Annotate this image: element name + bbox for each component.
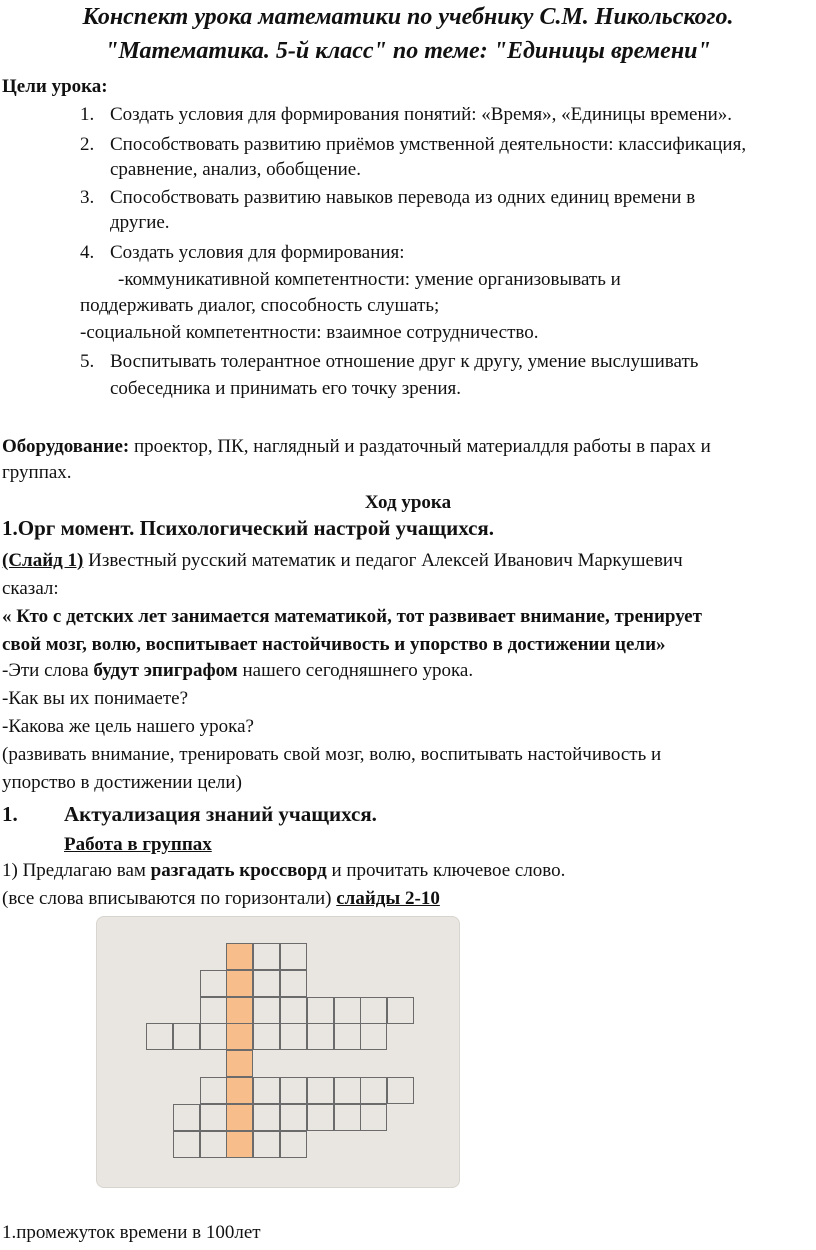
document-title-line-1: Конспект урока математики по учебнику С.М. Никольского.	[82, 4, 734, 30]
crossword-cell[interactable]	[280, 1077, 307, 1104]
goal-item-4	[80, 242, 405, 264]
crossword-question-1: 1.промежуток времени в 100лет	[2, 1222, 261, 1243]
note-text: (все слова вписываются по горизонтали)	[2, 888, 337, 909]
answer-line-2: упорство в достижении цели)	[2, 772, 242, 793]
document-title-line-2: "Математика. 5-й класс" по теме: "Единицы времени"	[105, 38, 711, 64]
goal-text-continued: -коммуникативной компетентности: умение организовывать и	[118, 269, 621, 290]
crossword-cell[interactable]	[307, 1104, 334, 1131]
section-2-heading	[2, 802, 377, 827]
crossword-cell[interactable]	[200, 1104, 227, 1131]
crossword-cell[interactable]	[200, 970, 227, 997]
slide-reference: (Слайд 1)	[2, 550, 84, 571]
goal-text: Способствовать развитию приёмов умственной деятельности: классификация,	[110, 134, 747, 155]
epigraph-text: -Эти слова	[2, 660, 94, 681]
equipment-label: Оборудование:	[2, 436, 130, 457]
crossword-key-cell[interactable]	[226, 1050, 253, 1077]
goal-text-continued: сравнение, анализ, обобщение.	[110, 159, 361, 180]
goal-text-continued: собеседника и принимать его точку зрения.	[110, 378, 461, 399]
quote-line-1: « Кто с детских лет занимается математикой, тот развивает внимание, тренирует	[2, 606, 702, 627]
goal-item-1	[80, 104, 732, 126]
epigraph-text: нашего сегодняшнего урока.	[237, 660, 474, 681]
crossword-cell[interactable]	[173, 1023, 200, 1050]
intro-text: Известный русский математик и педагог Алексей Иванович Маркушевич	[83, 550, 683, 571]
crossword-cell[interactable]	[253, 970, 280, 997]
crossword-key-cell[interactable]	[226, 1104, 253, 1131]
crossword-key-cell[interactable]	[226, 943, 253, 970]
question-2: -Какова же цель нашего урока?	[2, 716, 254, 737]
section-2-title: Актуализация знаний учащихся.	[64, 802, 377, 826]
goal-text-continued: -социальной компетентности: взаимное сотрудничество.	[80, 322, 539, 343]
crossword-cell[interactable]	[360, 1104, 387, 1131]
crossword-cell[interactable]	[307, 1077, 334, 1104]
crossword-key-cell[interactable]	[226, 970, 253, 997]
crossword-key-cell[interactable]	[226, 1077, 253, 1104]
crossword-cell[interactable]	[387, 997, 414, 1024]
epigraph-emphasis: будут эпиграфом	[93, 660, 238, 681]
goal-number: 5.	[80, 351, 95, 372]
crossword-cell[interactable]	[280, 1131, 307, 1158]
crossword-task	[2, 860, 565, 882]
lesson-heading: Ход урока	[364, 492, 452, 513]
goals-heading: Цели урока:	[2, 76, 108, 97]
goal-text: Способствовать развитию навыков перевода из одних единиц времени в	[110, 187, 696, 208]
crossword-cell[interactable]	[334, 1104, 361, 1131]
crossword-cell[interactable]	[360, 1023, 387, 1050]
crossword-cell[interactable]	[280, 997, 307, 1024]
crossword-cell[interactable]	[173, 1131, 200, 1158]
goal-text-continued: поддерживать диалог, способность слушать;	[80, 295, 440, 316]
task-text: и прочитать ключевое слово.	[326, 860, 566, 881]
equipment-line-1	[2, 436, 711, 458]
epigraph-line	[2, 660, 473, 682]
goal-text-continued: другие.	[110, 212, 170, 233]
goal-number: 1.	[80, 104, 95, 125]
crossword-cell[interactable]	[253, 997, 280, 1024]
goal-item-3	[80, 187, 695, 209]
crossword-cell[interactable]	[253, 1104, 280, 1131]
crossword-cell[interactable]	[253, 1023, 280, 1050]
crossword-cell[interactable]	[200, 1077, 227, 1104]
goal-text: Создать условия для формирования:	[110, 242, 405, 263]
goal-number: 3.	[80, 187, 95, 208]
equipment-text: проектор, ПК, наглядный и раздаточный материалдля работы в парах и	[129, 436, 711, 457]
quote-line-2: свой мозг, волю, воспитывает настойчивость и упорство в достижении цели»	[2, 634, 666, 655]
goal-text: Создать условия для формирования понятий: «Время», «Единицы времени».	[110, 104, 733, 125]
group-work-heading: Работа в группах	[64, 834, 212, 855]
crossword-cell[interactable]	[334, 1023, 361, 1050]
goal-item-5	[80, 351, 698, 373]
crossword-key-cell[interactable]	[226, 1023, 253, 1050]
crossword-cell[interactable]	[173, 1104, 200, 1131]
task-text: 1) Предлагаю вам	[2, 860, 151, 881]
equipment-line-2: группах.	[2, 462, 72, 483]
crossword-cell[interactable]	[307, 1023, 334, 1050]
crossword-key-cell[interactable]	[226, 1131, 253, 1158]
crossword-cell[interactable]	[200, 997, 227, 1024]
intro-text-continued: сказал:	[2, 578, 59, 599]
section-1-intro	[2, 550, 683, 572]
slides-reference: слайды 2-10	[336, 888, 440, 909]
crossword-cell[interactable]	[200, 1023, 227, 1050]
goal-text: Воспитывать толерантное отношение друг к другу, умение выслушивать	[110, 351, 699, 372]
crossword-cell[interactable]	[387, 1077, 414, 1104]
crossword-cell[interactable]	[307, 997, 334, 1024]
crossword-cell[interactable]	[280, 1023, 307, 1050]
goal-number: 2.	[80, 134, 95, 155]
crossword-cell[interactable]	[146, 1023, 173, 1050]
section-1-heading: 1.Орг момент. Психологический настрой учащихся.	[2, 516, 495, 540]
crossword-cell[interactable]	[280, 970, 307, 997]
goal-number: 4.	[80, 242, 95, 263]
crossword-cell[interactable]	[334, 997, 361, 1024]
task-emphasis: разгадать кроссворд	[150, 860, 327, 881]
crossword-cell[interactable]	[280, 943, 307, 970]
crossword-note	[2, 888, 440, 910]
crossword-cell[interactable]	[253, 943, 280, 970]
crossword-key-cell[interactable]	[226, 997, 253, 1024]
goal-item-2	[80, 134, 746, 156]
crossword-cell[interactable]	[253, 1131, 280, 1158]
crossword-cell[interactable]	[360, 997, 387, 1024]
crossword-cell[interactable]	[200, 1131, 227, 1158]
crossword-cell[interactable]	[280, 1104, 307, 1131]
section-2-number: 1.	[2, 802, 18, 826]
answer-line-1: (развивать внимание, тренировать свой мозг, волю, воспитывать настойчивость и	[2, 744, 662, 765]
crossword-cell[interactable]	[334, 1077, 361, 1104]
crossword-cell[interactable]	[253, 1077, 280, 1104]
question-1: -Как вы их понимаете?	[2, 688, 189, 709]
crossword-cell[interactable]	[360, 1077, 387, 1104]
